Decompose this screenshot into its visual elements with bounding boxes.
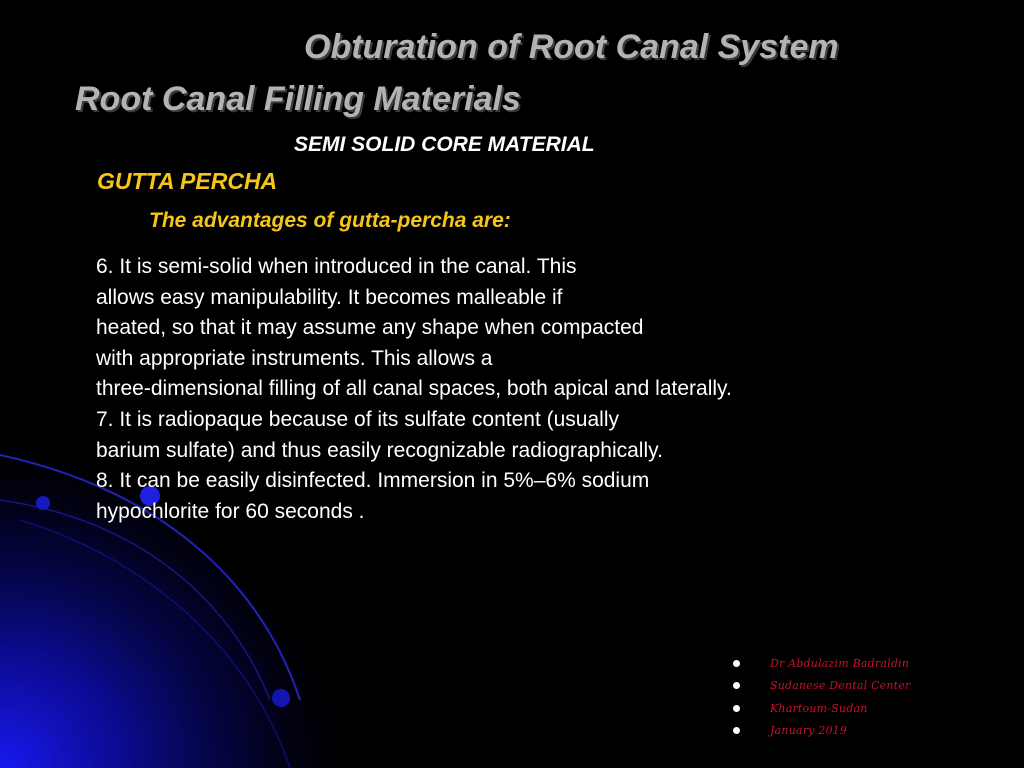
body-line: three-dimensional filling of all canal spaces, both apical and laterally. (96, 377, 732, 401)
bullet-icon (733, 682, 740, 689)
blue-dot (272, 689, 290, 707)
footer-item (733, 720, 910, 743)
section-heading: GUTTA PERCHA (97, 168, 278, 194)
bullet-icon (733, 727, 740, 734)
body-line: hypochlorite for 60 seconds . (96, 499, 365, 523)
body-line: barium sulfate) and thus easily recognizable radiographically. (96, 438, 663, 462)
body-line: allows easy manipulability. It becomes malleable if (96, 285, 563, 309)
body-text (96, 252, 732, 527)
footer-credits (733, 652, 910, 742)
footer-location: Khartoum-Sudan (770, 701, 868, 715)
bullet-icon (733, 705, 740, 712)
footer-organization: Sudanese Dental Center (770, 679, 911, 693)
footer-item (733, 675, 910, 698)
footer-item (733, 652, 910, 675)
footer-author: Dr Abdulazim Badraldin (770, 656, 910, 670)
body-line: 8. It can be easily disinfected. Immersion in 5%–6% sodium (96, 469, 650, 493)
body-line: heated, so that it may assume any shape when compacted (96, 316, 644, 340)
body-line: with appropriate instruments. This allows a (96, 346, 493, 370)
footer-date: January 2019 (770, 724, 848, 738)
blue-dot (36, 496, 50, 510)
slide-subtitle: SEMI SOLID CORE MATERIAL (294, 133, 595, 156)
advantages-heading: The advantages of gutta-percha are: (149, 209, 511, 232)
slide-title-line-1: Obturation of Root Canal System (304, 28, 839, 66)
body-line: 6. It is semi-solid when introduced in the canal. This (96, 255, 577, 278)
body-line: 7. It is radiopaque because of its sulfate content (usually (96, 407, 619, 431)
bullet-icon (733, 660, 740, 667)
footer-item (733, 697, 910, 720)
slide-title-line-2: Root Canal Filling Materials (75, 80, 521, 118)
